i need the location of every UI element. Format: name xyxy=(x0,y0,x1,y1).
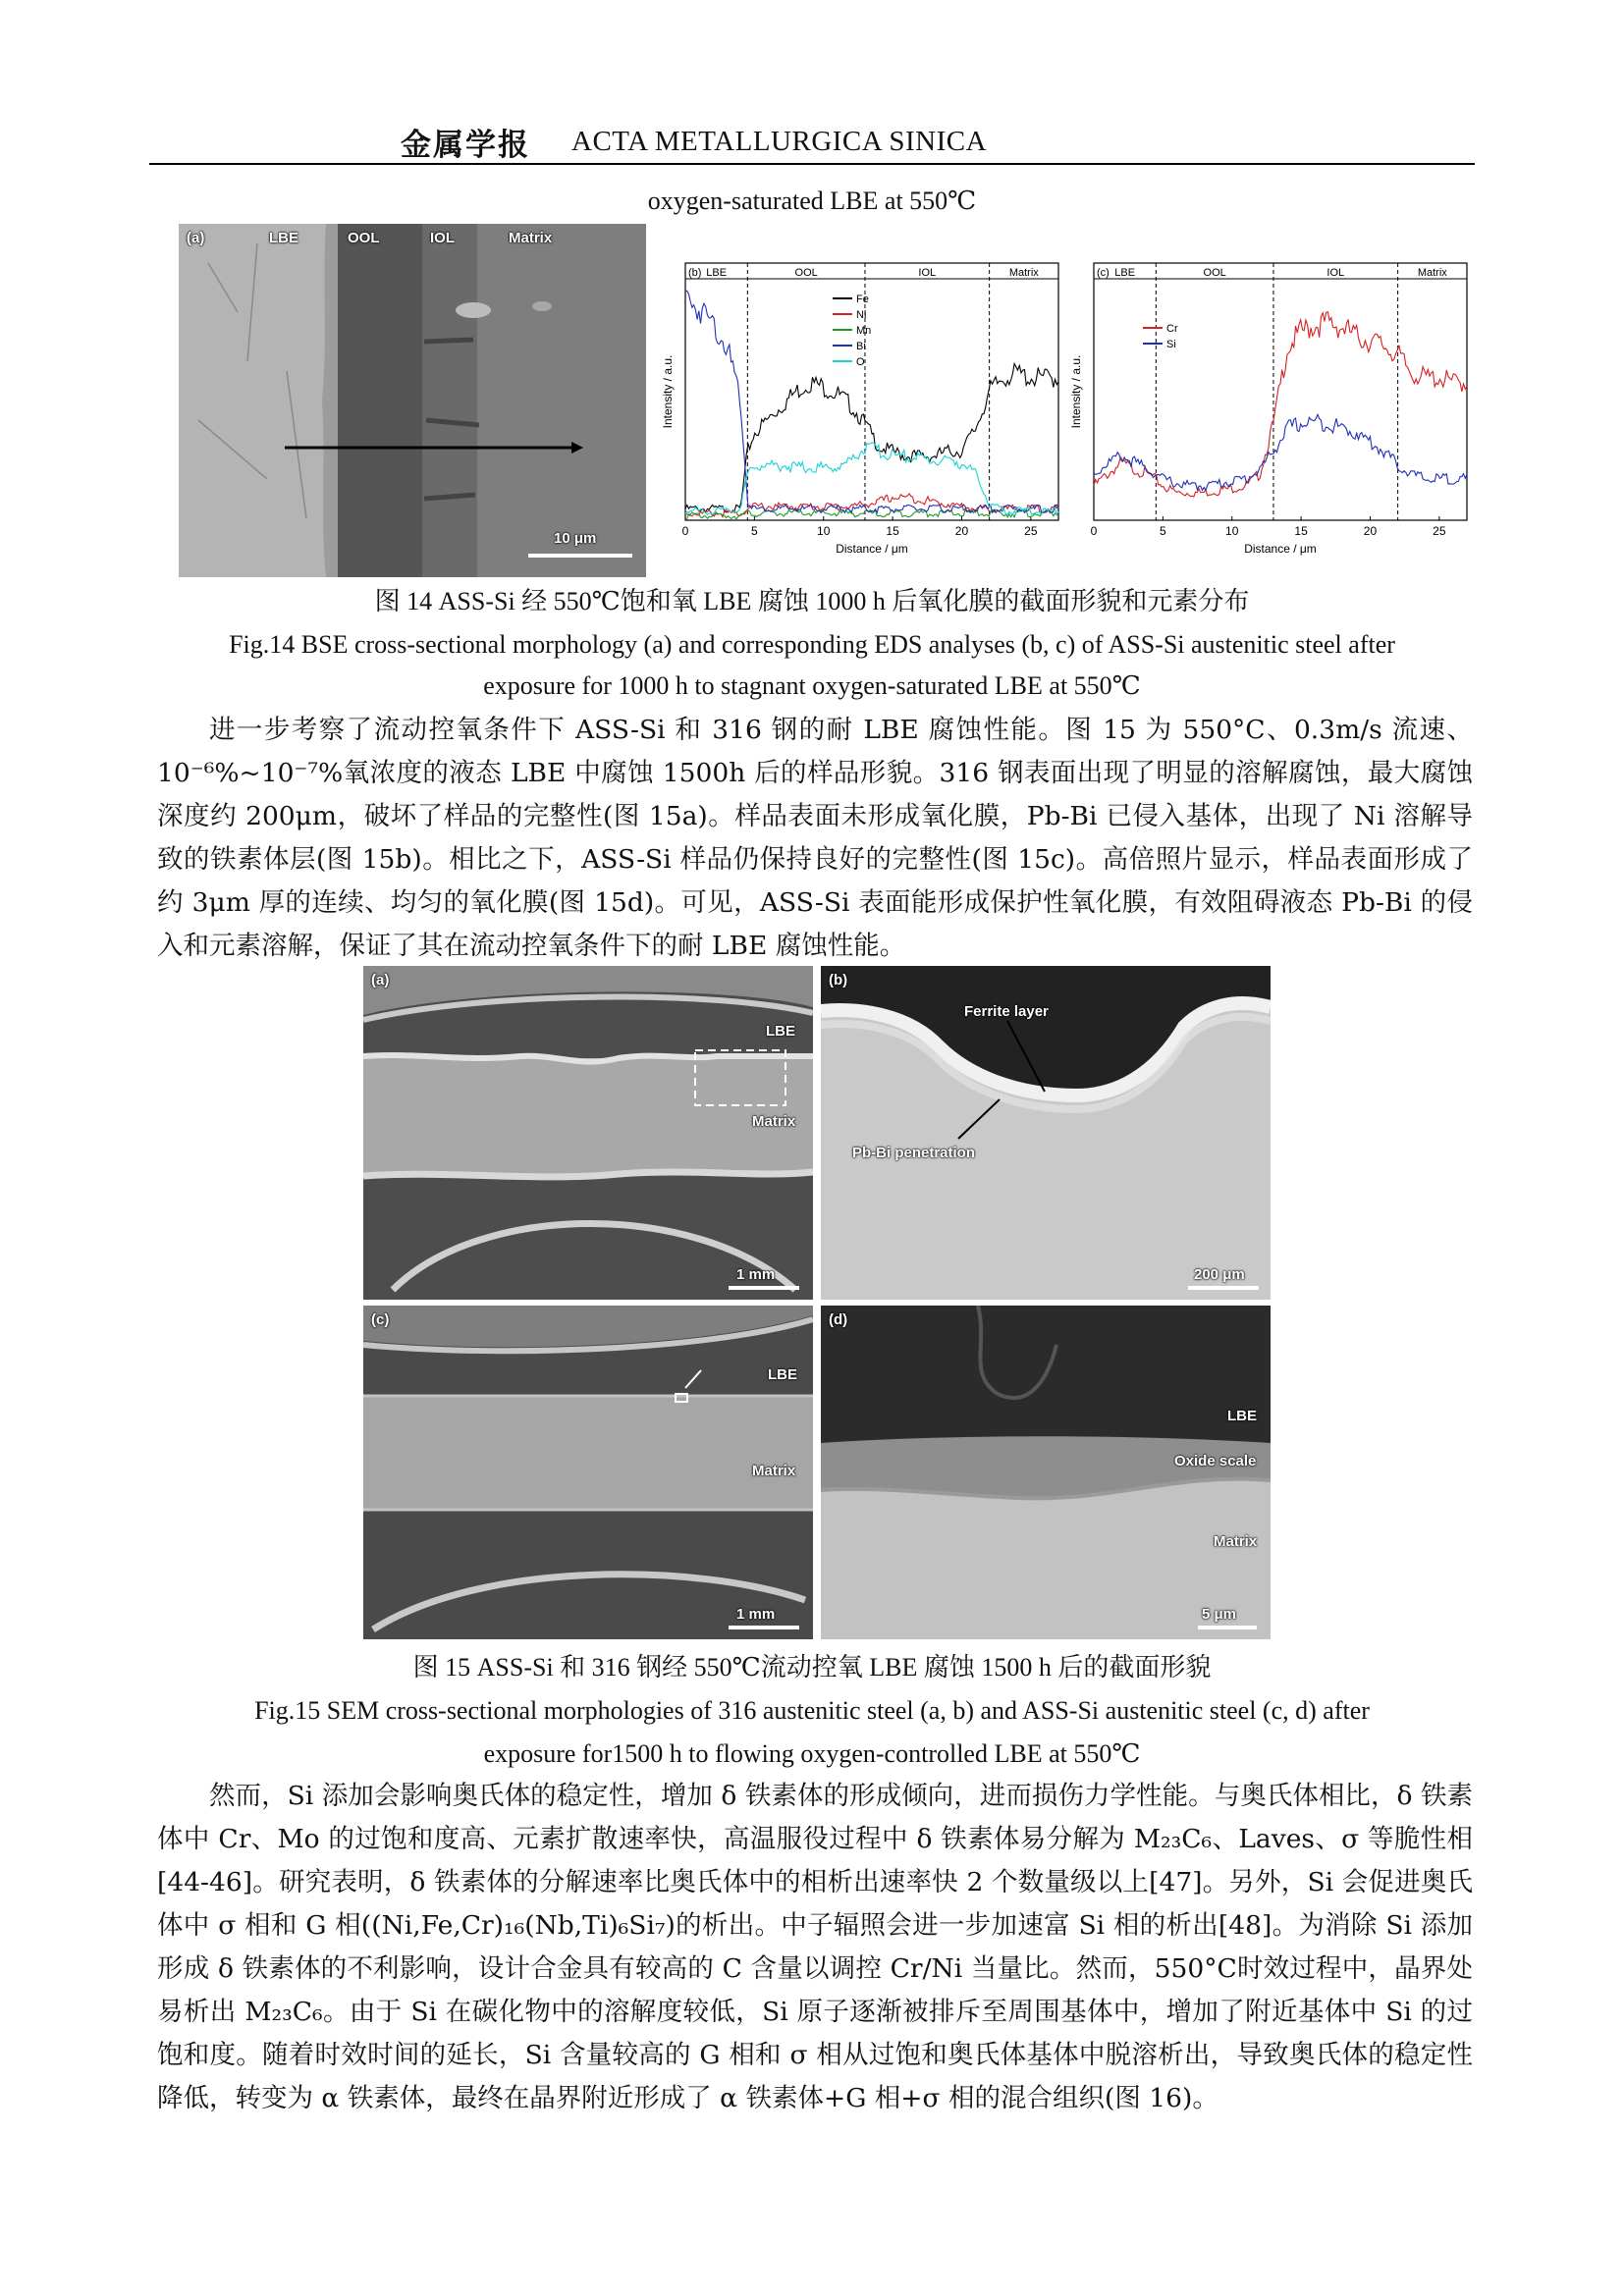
chart0-ylabel: Intensity / a.u. xyxy=(661,354,675,429)
chart0-xtick-label: 25 xyxy=(1024,524,1038,538)
chart1-xtick-label: 15 xyxy=(1294,524,1308,538)
fig15-caption-cn: 图 15 ASS-Si 和 316 钢经 550℃流动控氧 LBE 腐蚀 1500 h 后的截面形貌 xyxy=(412,1653,1212,1682)
chart0-region-ool: OOL xyxy=(794,267,818,279)
fig15c-scalebar xyxy=(729,1626,799,1629)
chart1-region-iol: IOL xyxy=(1326,267,1345,279)
fig15a-matrix-label: Matrix xyxy=(752,1113,796,1130)
chart0-legend-label-fe: Fe xyxy=(856,294,869,305)
chart0-xlabel: Distance / μm xyxy=(836,542,908,556)
fig14a-panel-label: (a) xyxy=(187,230,205,246)
chart1-xtick-label: 0 xyxy=(1090,524,1098,538)
fig15b-micrograph xyxy=(821,966,1271,1300)
chart1-xtick-label: 10 xyxy=(1225,524,1239,538)
fig15c-matrix-label: Matrix xyxy=(752,1463,796,1479)
chart0-region-lbe: LBE xyxy=(706,267,728,279)
fig14a-zone-matrix: Matrix xyxy=(509,230,553,246)
fig14a-zone-ool: OOL xyxy=(348,230,380,246)
fig15a-micrograph xyxy=(363,966,813,1300)
chart1-series-si xyxy=(1094,414,1467,490)
fig14a-layers xyxy=(179,224,646,577)
chart0-region-matrix: Matrix xyxy=(1008,267,1039,279)
fig15d-scalebar-label: 5 μm xyxy=(1202,1606,1237,1623)
fig15-caption-en-line1: Fig.15 SEM cross-sectional morphologies of 316 austenitic steel (a, b) and ASS-Si austenitic steel (c, d) after xyxy=(254,1696,1370,1725)
chart0-series-bi xyxy=(685,291,1058,512)
chart1-xtick-label: 20 xyxy=(1363,524,1378,538)
chart1-xtick-label: 5 xyxy=(1160,524,1166,538)
fig14-caption-cn: 图 14 ASS-Si 经 550℃饱和氧 LBE 腐蚀 1000 h 后氧化膜的截面形貌和元素分布 xyxy=(374,587,1250,615)
fig15b-scalebar xyxy=(1188,1286,1259,1290)
chart0-xtick-label: 15 xyxy=(886,524,899,538)
chart0-legend-label-bi: Bi xyxy=(856,341,866,352)
journal-name: ACTA METALLURGICA SINICA xyxy=(571,126,988,157)
chart1-ylabel: Intensity / a.u. xyxy=(1069,354,1083,429)
chart0-legend-label-ni: Ni xyxy=(856,309,867,321)
body-paragraph-1-text: 进一步考察了流动控氧条件下 ASS-Si 和 316 钢的耐 LBE 腐蚀性能。图 15 为 550°C、0.3m/s 流速、10⁻⁶%~10⁻⁷%氧浓度的液态 LBE 中腐蚀 1500h 后的样品形貌。316 钢表面出现了明显的溶解腐蚀，最大腐蚀深度约 200μm，破坏了样品的完整性(图 15a)。样品表面未形成氧化膜，Pb-Bi 已侵入基体，出现了 Ni 溶解导致的铁素体层(图 15b)。相比之下，ASS-Si 样品仍保持良好的完整性(图 15c)。高倍照片显示，样品表面形成了约 3μm 厚的连续、均匀的氧化膜(图 15d)。可见，ASS-Si 表面能形成保护性氧化膜，有效阻碍液态 Pb-Bi 的侵入和元素溶解，保证了其在流动控氧条件下的耐 LBE 腐蚀性能。 xyxy=(157,715,1473,961)
chart1-xlabel: Distance / μm xyxy=(1244,542,1317,556)
body-paragraph-1 xyxy=(157,709,1473,968)
chart0-region-iol: IOL xyxy=(918,267,937,279)
chart0-xtick-label: 20 xyxy=(954,524,969,538)
fig15a-lbe-label: LBE xyxy=(766,1023,795,1040)
fig15c-scalebar-label: 1 mm xyxy=(736,1606,776,1623)
chart1-region-ool: OOL xyxy=(1203,267,1226,279)
fig15d-micrograph xyxy=(821,1306,1271,1639)
chart0-frame xyxy=(685,263,1058,520)
fig14a-zone-lbe: LBE xyxy=(269,230,298,246)
fig14b-chart xyxy=(640,253,1072,577)
fig15a-layers xyxy=(363,966,813,1300)
fig15c-micrograph xyxy=(363,1306,813,1639)
fig15c-layers xyxy=(363,1306,813,1639)
fig15-caption-en-line2: exposure for1500 h to flowing oxygen-controlled LBE at 550℃ xyxy=(483,1739,1141,1768)
fig14a-scalebar xyxy=(528,554,632,558)
fig15a-scalebar-label: 1 mm xyxy=(736,1266,776,1283)
chart1-xtick-label: 25 xyxy=(1433,524,1446,538)
fig15d-layers xyxy=(821,1306,1271,1639)
journal-logo: 金属学报 xyxy=(401,128,530,163)
fig15c-lbe-label: LBE xyxy=(768,1366,797,1383)
chart0-panel-label: (b) xyxy=(688,267,702,279)
chart1-panel-label: (c) xyxy=(1097,267,1110,279)
chart0-series-o xyxy=(685,443,1058,515)
fig15d-lbe-label: LBE xyxy=(1227,1408,1257,1424)
chart1-legend-label-si: Si xyxy=(1166,339,1176,350)
fig14-caption-en-line1: Fig.14 BSE cross-sectional morphology (a) and corresponding EDS analyses (b, c) of ASS-Si austenitic steel after xyxy=(229,630,1395,659)
body-paragraph-2-text: 然而，Si 添加会影响奥氏体的稳定性，增加 δ 铁素体的形成倾向，进而损伤力学性能。与奥氏体相比，δ 铁素体中 Cr、Mo 的过饱和度高、元素扩散速率快，高温服役过程中 δ 铁素体易分解为 M₂₃C₆、Laves、σ 等脆性相[44-46]。研究表明，δ 铁素体的分解速率比奥氏体中的相析出速率快 2 个数量级以上[47]。另外，Si 会促进奥氏体中 σ 相和 G 相((Ni,Fe,Cr)₁₆(Nb,Ti)₆Si₇)的析出。中子辐照会进一步加速富 Si 相的析出[48]。为消除 Si 添加形成 δ 铁素体的不利影响，设计合金具有较高的 C 含量以调控 Cr/Ni 当量比。然而，550°C时效过程中，晶界处易析出 M₂₃C₆。由于 Si 在碳化物中的溶解度较低，Si 原子逐渐被排斥至周围基体中，增加了附近基体中 Si 的过饱和度。随着时效时间的延长，Si 含量较高的 G 相和 σ 相从过饱和奥氏体基体中脱溶析出，导致奥氏体的稳定性降低，转变为 α 铁素体，最终在晶界附近形成了 α 铁素体+G 相+σ 相的混合组织(图 16)。 xyxy=(157,1781,1473,2113)
chart1-region-matrix: Matrix xyxy=(1417,267,1447,279)
chart1-frame xyxy=(1094,263,1467,520)
fig15a-panel-label: (a) xyxy=(371,972,390,988)
fig15d-panel-label: (d) xyxy=(829,1311,848,1328)
body-paragraph-2 xyxy=(157,1775,1473,2120)
chart0-xtick-label: 0 xyxy=(681,524,689,538)
chart1-series-cr xyxy=(1094,312,1467,497)
chart0-legend-label-o: O xyxy=(856,356,865,368)
fig15b-panel-label: (b) xyxy=(829,972,848,988)
chart0-series-fe xyxy=(685,364,1058,513)
chart0-xtick-label: 10 xyxy=(817,524,831,538)
carryover-caption-line: oxygen-saturated LBE at 550℃ xyxy=(647,187,977,215)
fig15b-pbbi-label: Pb-Bi penetration xyxy=(852,1145,976,1161)
fig15d-matrix-label: Matrix xyxy=(1214,1533,1258,1550)
chart1-region-lbe: LBE xyxy=(1114,267,1136,279)
fig14a-micrograph xyxy=(179,224,646,577)
fig15b-scalebar-label: 200 μm xyxy=(1194,1266,1245,1283)
chart0-legend-label-mn: Mn xyxy=(856,325,872,337)
chart0-xtick-label: 5 xyxy=(751,524,758,538)
fig15d-scalebar xyxy=(1198,1626,1257,1629)
fig15b-ferrite-label: Ferrite layer xyxy=(964,1003,1049,1020)
fig15c-panel-label: (c) xyxy=(371,1311,390,1328)
fig14-caption-en-line2: exposure for 1000 h to stagnant oxygen-saturated LBE at 550℃ xyxy=(483,671,1141,700)
header-rule xyxy=(149,163,1475,165)
fig14a-zone-iol: IOL xyxy=(430,230,455,246)
fig14a-scalebar-label: 10 μm xyxy=(554,530,597,547)
fig15d-oxide-label: Oxide scale xyxy=(1174,1453,1257,1469)
chart1-legend-label-cr: Cr xyxy=(1166,323,1178,335)
fig15a-scalebar xyxy=(729,1286,799,1290)
fig14c-chart xyxy=(1049,253,1481,577)
